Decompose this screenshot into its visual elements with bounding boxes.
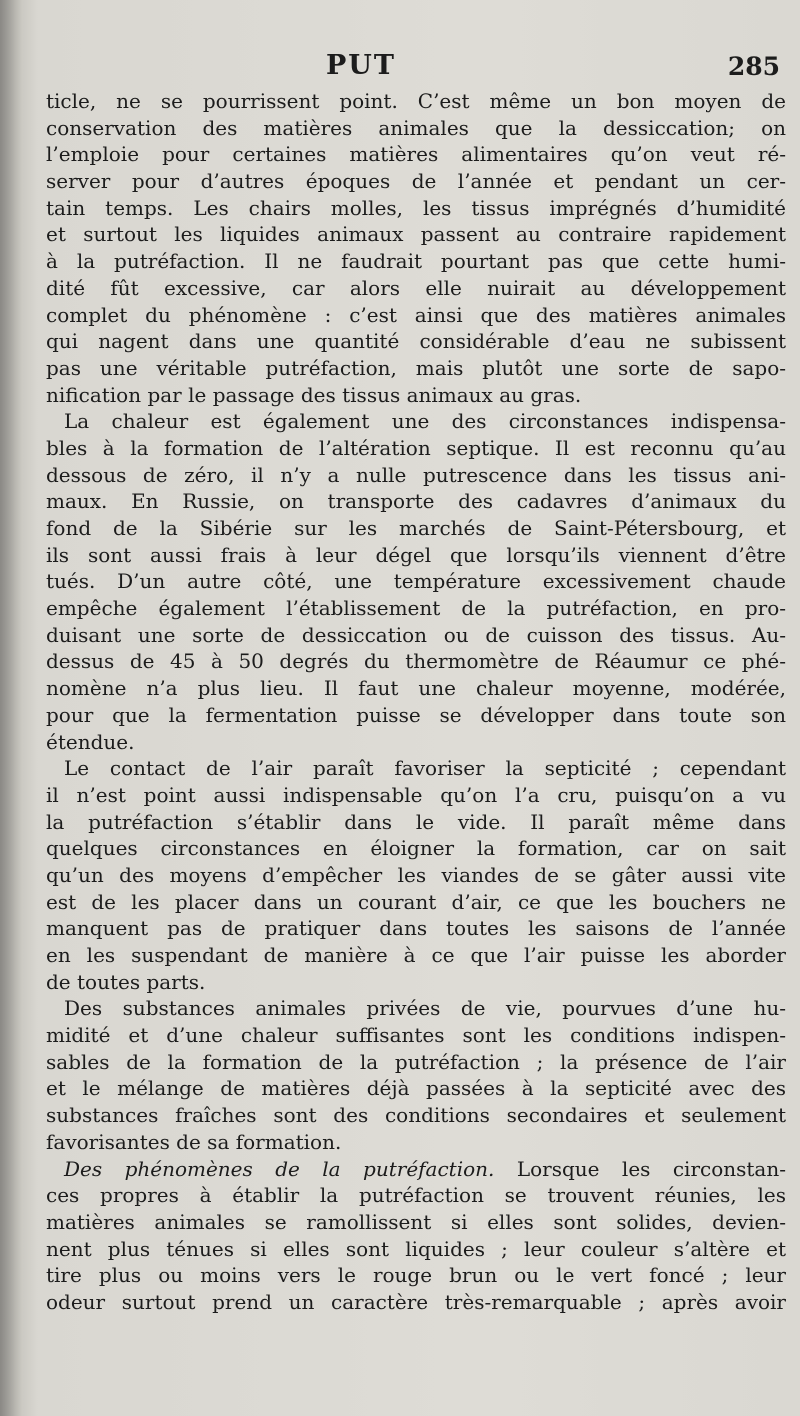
text-line [46,862,786,889]
text-line [46,835,786,862]
text-line-content: l’emploie pour certaines matières alimentaires qu’on veut ré- [46,142,786,167]
text-line-content: nification par le passage des tissus animaux au gras. [46,382,582,407]
text-line-content: duisant une sorte de dessiccation ou de cuisson des tissus. Au- [46,622,786,647]
text-line [46,408,786,435]
text-line [46,221,786,248]
text-line [46,275,786,302]
text-line [46,248,786,275]
text-line-content: fond de la Sibérie sur les marchés de Saint-Pétersbourg, et [46,516,786,540]
text-line [46,755,786,782]
text-line-content: Le contact de l’air paraît favoriser la septicité ; cependant [64,756,786,781]
text-line-content: pas une véritable putréfaction, mais plutôt une sorte de sapo- [46,355,786,380]
text-line-content: La chaleur est également une des circonstances indispensa- [64,409,786,434]
text-line-content: sables de la formation de la putréfaction ; la présence de l’air [46,1049,786,1074]
text-line-content: server pour d’autres époques de l’année et pendant un cer- [46,169,786,194]
text-line-content: midité et d’une chaleur suffisantes sont les conditions indispen- [46,1023,786,1048]
body-text [46,88,786,1316]
text-line-content: est de les placer dans un courant d’air, ce que les bouchers ne [46,889,786,914]
text-line [46,942,786,969]
text-line [46,115,786,142]
text-line [46,568,786,595]
text-line-content: nomène n’a plus lieu. Il faut une chaleur moyenne, modérée, [46,676,786,701]
text-line [46,1075,786,1102]
text-line-content: Des substances animales privées de vie, pourvues d’une hu- [64,996,786,1021]
text-line [46,488,786,515]
text-line [46,435,786,462]
page-gutter-shadow [0,0,22,1416]
text-line-content: nent plus ténues si elles sont liquides ; leur couleur s’altère et [46,1236,786,1261]
text-line [46,675,786,702]
text-line [46,302,786,329]
text-line-content: tués. D’un autre côté, une température excessivement chaude [46,569,786,594]
text-line [46,915,786,942]
text-line [46,515,786,542]
text-line-content: ils sont aussi frais à leur dégel que lorsqu’ils viennent d’être [46,542,786,567]
text-line [46,1129,786,1156]
text-line [46,622,786,649]
text-line-content: et le mélange de matières déjà passées à la septicité avec des [46,1076,786,1101]
text-line-content: qui nagent dans une quantité considérable d’eau ne subissent [46,329,786,354]
text-line-content: pour que la fermentation puisse se développer dans toute son [46,702,786,727]
text-line [46,995,786,1022]
text-line-content: qu’un des moyens d’empêcher les viandes de se gâter aussi vite [46,862,786,887]
text-line [46,1209,786,1236]
text-line-content: substances fraîches sont des conditions secondaires et seulement [46,1103,786,1128]
text-line [46,462,786,489]
text-line-content: manquent pas de pratiquer dans toutes les saisons de l’année [46,916,786,941]
text-line-content: dessus de 45 à 50 degrés du thermomètre de Réaumur ce phé- [46,649,786,674]
text-line-content: Lorsque les circonstan- [516,1156,786,1181]
text-line [46,355,786,382]
text-line [46,782,786,809]
text-line-content: empêche également l’établissement de la putréfaction, en pro- [46,596,786,621]
text-line [46,969,786,996]
text-line [46,195,786,222]
text-line [46,648,786,675]
text-line [46,88,786,115]
text-line [46,168,786,195]
text-line-content: il n’est point aussi indispensable qu’on l’a cru, puisqu’on a vu [46,782,786,807]
text-line [46,141,786,168]
text-line-content: odeur surtout prend un caractère très-remarquable ; après avoir [46,1289,786,1314]
page-header [0,50,800,90]
page-number: 285 [727,52,780,81]
text-line-content: tain temps. Les chairs molles, les tissus imprégnés d’humidité [46,195,786,220]
text-line [46,1262,786,1289]
text-line-content: la putréfaction s’établir dans le vide. Il paraît même dans [46,809,786,834]
text-line-content: ces propres à établir la putréfaction se trouvent réunies, les [46,1183,786,1208]
text-line [46,1289,786,1316]
text-line-content: étendue. [46,729,135,754]
text-line [46,328,786,355]
text-line-content: bles à la formation de l’altération septique. Il est reconnu qu’au [46,435,786,460]
text-line [46,1236,786,1263]
text-line-content: à la putréfaction. Il ne faudrait pourtant pas que cette humi- [46,249,786,274]
text-line-content: matières animales se ramollissent si elles sont solides, devien- [46,1209,786,1234]
text-line-content: tire plus ou moins vers le rouge brun ou le vert foncé ; leur [46,1263,786,1288]
text-line-content: ticle, ne se pourrissent point. C’est même un bon moyen de [46,89,786,113]
running-head: PUT [326,50,396,81]
text-line [46,1182,786,1209]
text-line [46,542,786,569]
text-line-content: et surtout les liquides animaux passent au contraire rapidement [46,222,786,247]
section-lead: Des phénomènes de la putréfaction. [64,1156,517,1181]
text-line-content: conservation des matières animales que la dessiccation; on [46,115,786,140]
text-line [46,595,786,622]
text-line-content: dessous de zéro, il n’y a nulle putrescence dans les tissus ani- [46,462,786,487]
text-line-content: de toutes parts. [46,969,206,994]
text-line [46,1022,786,1049]
text-line-content: dité fût excessive, car alors elle nuirait au développement [46,275,786,300]
text-line-content: quelques circonstances en éloigner la formation, car on sait [46,836,786,861]
text-line [46,1156,786,1183]
text-line [46,1102,786,1129]
text-line-content: en les suspendant de manière à ce que l’air puisse les aborder [46,943,786,967]
text-line-content: favorisantes de sa formation. [46,1129,342,1154]
text-line [46,889,786,916]
text-line [46,382,786,409]
text-line [46,729,786,756]
text-line [46,1049,786,1076]
text-line-content: maux. En Russie, on transporte des cadavres d’animaux du [46,489,786,514]
text-line [46,809,786,836]
text-line-content: complet du phénomène : c’est ainsi que des matières animales [46,302,786,327]
text-line [46,702,786,729]
